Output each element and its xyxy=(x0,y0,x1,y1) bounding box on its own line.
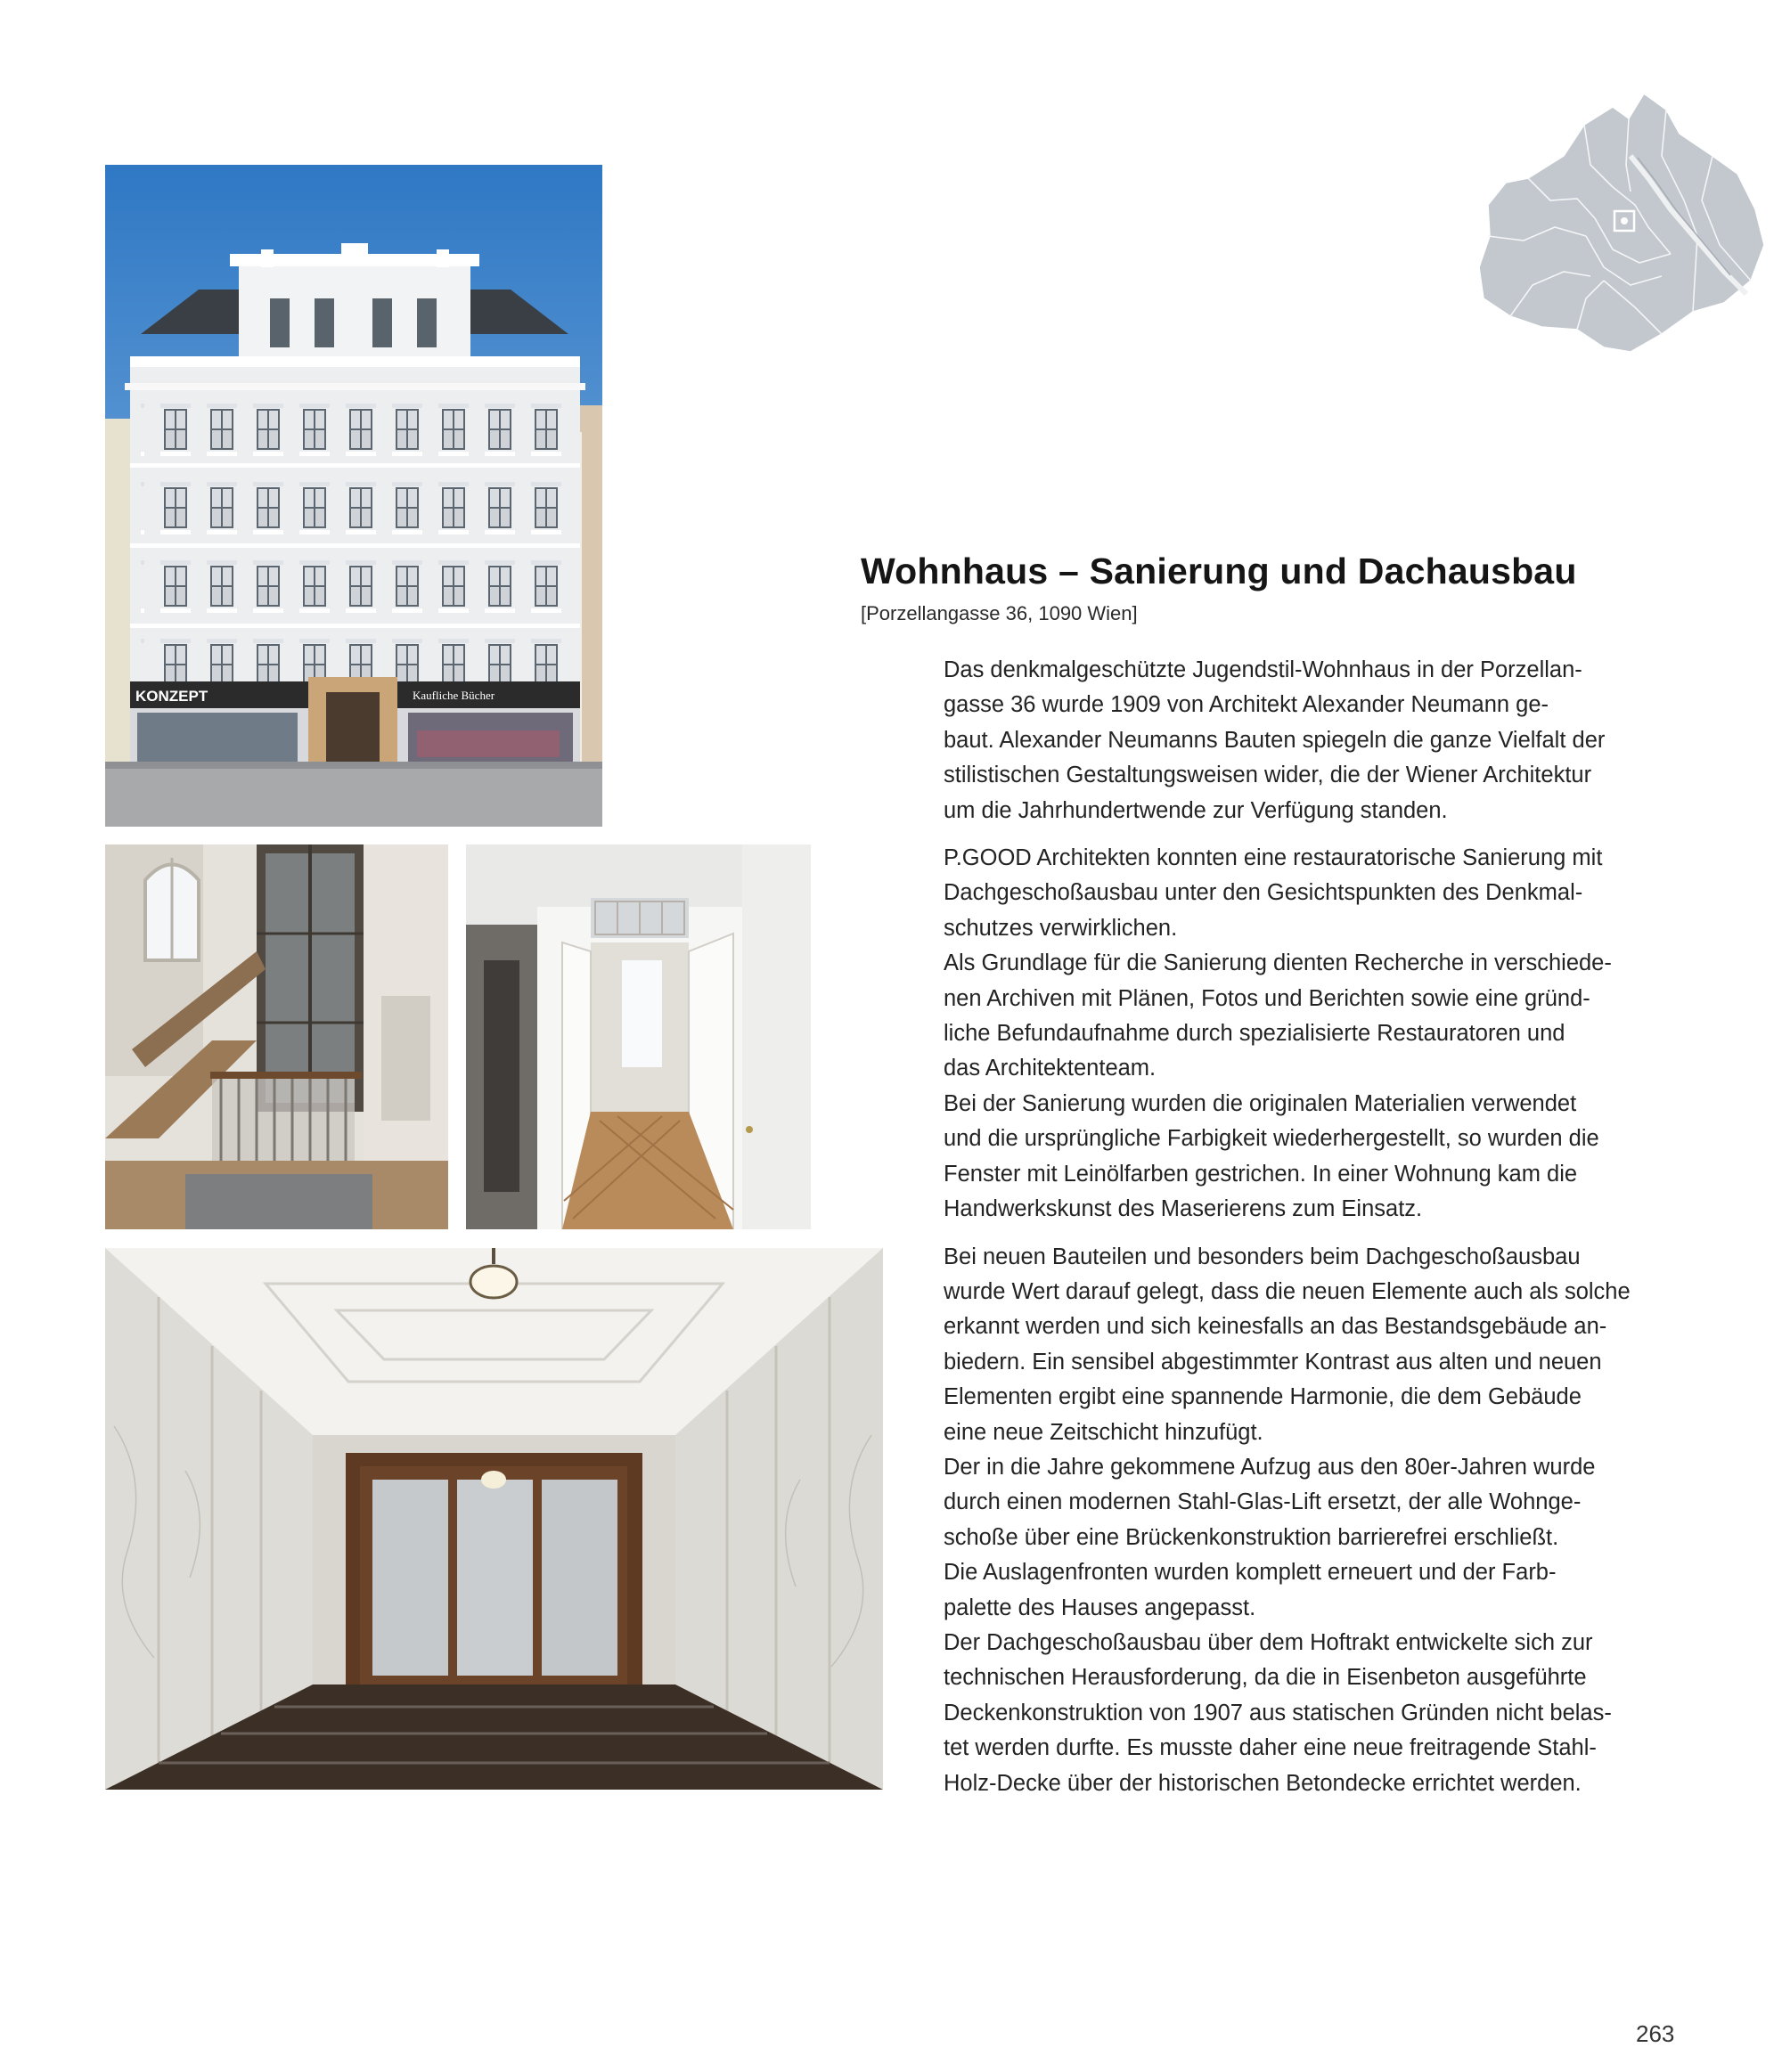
text-line: baut. Alexander Neumanns Bauten spiegeln die ganze Vielfalt der xyxy=(944,727,1606,753)
text-line: technischen Herausforderung, da die in Eisenbeton ausgeführte xyxy=(944,1665,1587,1691)
text-line: tet werden durfte. Es musste daher eine neue freitragende Stahl- xyxy=(944,1735,1597,1761)
text-line: Holz-Decke über der historischen Betondecke errichtet werden. xyxy=(944,1770,1582,1796)
shop-sign-left: KONZEPT xyxy=(135,688,208,705)
article-body xyxy=(944,653,1656,1814)
text-line: das Architektenteam. xyxy=(944,1056,1157,1081)
vienna-district-map xyxy=(1479,94,1782,361)
text-line: Als Grundlage für die Sanierung dienten Recherche in verschiede- xyxy=(944,950,1612,976)
text-line: schutzes verwirklichen. xyxy=(944,915,1178,941)
paragraph-3 xyxy=(944,1240,1656,1802)
text-line: gasse 36 wurde 1909 von Architekt Alexander Neumann ge- xyxy=(944,692,1549,718)
text-line: biedern. Ein sensibel abgestimmter Kontrast aus alten und neuen xyxy=(944,1349,1602,1375)
text-line: P.GOOD Architekten konnten eine restauratorische Sanierung mit xyxy=(944,845,1603,871)
text-line: liche Befundaufnahme durch spezialisierte Restauratoren und xyxy=(944,1021,1565,1047)
text-line: schoße über eine Brückenkonstruktion barrierefrei erschließt. xyxy=(944,1524,1559,1550)
shop-sign-right: Kaufliche Bücher xyxy=(413,689,495,702)
text-line: Deckenkonstruktion von 1907 aus statischen Gründen nicht belas- xyxy=(944,1700,1612,1725)
text-line: eine neue Zeitschicht hinzufügt. xyxy=(944,1419,1263,1445)
text-line: erkannt werden und sich keinesfalls an das Bestandsgebäude an- xyxy=(944,1314,1607,1340)
text-line: Das denkmalgeschützte Jugendstil-Wohnhaus in der Porzellan- xyxy=(944,657,1582,682)
page-number: 263 xyxy=(1636,2020,1675,2047)
paragraph-1 xyxy=(944,653,1656,828)
text-line: Bei der Sanierung wurden die originalen Materialien verwendet xyxy=(944,1090,1577,1116)
address-line: [Porzellangasse 36, 1090 Wien] xyxy=(861,602,1138,624)
text-line: Fenster mit Leinölfarben gestrichen. In einer Wohnung kam die xyxy=(944,1161,1578,1187)
text-line: Die Auslagenfronten wurden komplett erneuert und der Farb- xyxy=(944,1560,1557,1586)
text-line: Dachgeschoßausbau unter den Gesichtspunkten des Denkmal- xyxy=(944,880,1583,906)
entrance-corridor-photo xyxy=(105,1248,883,1790)
paragraph-2 xyxy=(944,841,1656,1227)
staircase-photo xyxy=(105,844,448,1229)
text-line: Der Dachgeschoßausbau über dem Hoftrakt entwickelte sich zur xyxy=(944,1629,1593,1655)
text-line: Der in die Jahre gekommene Aufzug aus den 80er-Jahren wurde xyxy=(944,1454,1596,1480)
text-line: nen Archiven mit Plänen, Fotos und Berichten sowie eine gründ- xyxy=(944,985,1590,1011)
text-line: um die Jahrhundertwende zur Verfügung standen. xyxy=(944,797,1448,823)
text-line: wurde Wert darauf gelegt, dass die neuen Elemente auch als solche xyxy=(944,1278,1631,1304)
text-line: Handwerkskunst des Maserierens zum Einsatz. xyxy=(944,1196,1423,1222)
facade-photo xyxy=(105,165,602,827)
text-line: Bei neuen Bauteilen und besonders beim Dachgeschoßausbau xyxy=(944,1244,1581,1269)
page-title: Wohnhaus – Sanierung und Dachausbau xyxy=(861,551,1577,591)
text-line: Elementen ergibt eine spannende Harmonie, die dem Gebäude xyxy=(944,1384,1582,1410)
text-line: durch einen modernen Stahl-Glas-Lift ersetzt, der alle Wohnge- xyxy=(944,1489,1582,1515)
text-line: palette des Hauses angepasst. xyxy=(944,1595,1256,1620)
text-line: und die ursprüngliche Farbigkeit wiederhergestellt, so wurden die xyxy=(944,1126,1599,1152)
hallway-photo xyxy=(466,844,811,1229)
text-line: stilistischen Gestaltungsweisen wider, die der Wiener Architektur xyxy=(944,763,1592,788)
